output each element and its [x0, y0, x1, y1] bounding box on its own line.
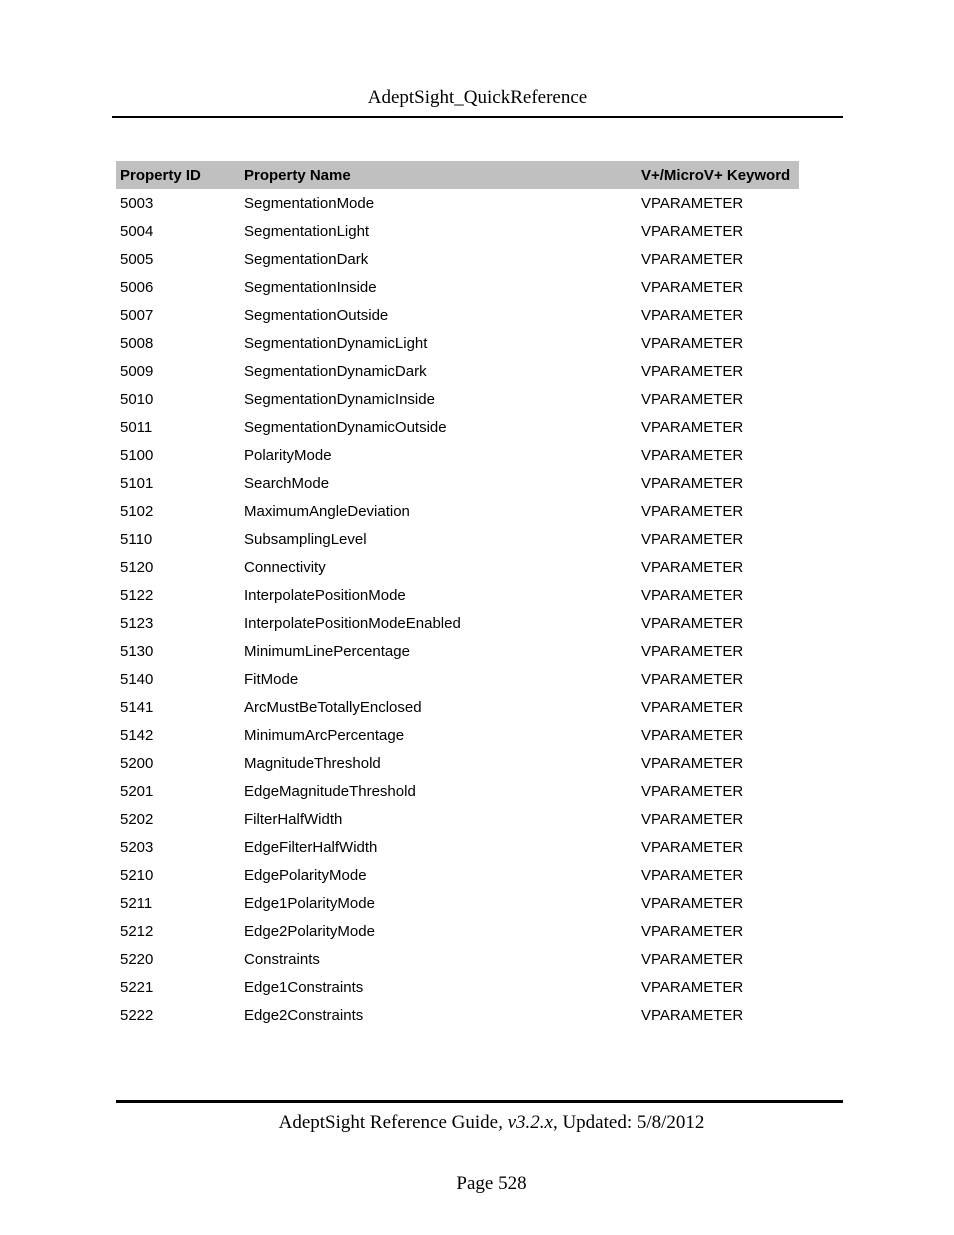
table-row: [116, 777, 799, 805]
property-id-cell: 5140: [120, 670, 154, 688]
property-name-cell: SegmentationDark: [244, 250, 369, 268]
keyword-cell: VPARAMETER: [641, 586, 744, 604]
property-name-cell: EdgePolarityMode: [244, 866, 367, 884]
footer-updated: , Updated: 5/8/2012: [552, 1112, 705, 1133]
property-id-cell: 5007: [120, 306, 154, 324]
property-name-cell: SegmentationOutside: [244, 306, 389, 324]
property-name-cell: Connectivity: [244, 558, 326, 576]
property-id-cell: 5008: [120, 334, 154, 352]
property-name-cell: Constraints: [244, 950, 320, 968]
keyword-cell: VPARAMETER: [641, 1006, 744, 1024]
keyword-cell: VPARAMETER: [641, 642, 744, 660]
property-id-cell: 5210: [120, 866, 154, 884]
keyword-cell: VPARAMETER: [641, 698, 744, 716]
keyword-cell: VPARAMETER: [641, 502, 744, 520]
keyword-cell: VPARAMETER: [641, 474, 744, 492]
property-id-cell: 5211: [120, 894, 153, 912]
property-name-cell: SearchMode: [244, 474, 330, 492]
table-row: [116, 441, 799, 469]
property-name-cell: PolarityMode: [244, 446, 332, 464]
property-id-cell: 5102: [120, 502, 154, 520]
property-id-cell: 5222: [120, 1006, 154, 1024]
property-id-cell: 5200: [120, 754, 154, 772]
keyword-cell: VPARAMETER: [641, 194, 744, 212]
keyword-cell: VPARAMETER: [641, 866, 744, 884]
table-row: [116, 833, 799, 861]
footer-version: , v3.2.x: [498, 1112, 553, 1133]
keyword-cell: VPARAMETER: [641, 838, 744, 856]
table-row: [116, 917, 799, 945]
table-row: [116, 497, 799, 525]
table-row: [116, 329, 799, 357]
property-id-cell: 5122: [120, 586, 154, 604]
property-name-cell: MinimumLinePercentage: [244, 642, 410, 660]
property-name-cell: InterpolatePositionModeEnabled: [244, 614, 461, 632]
property-name-cell: SubsamplingLevel: [244, 530, 367, 548]
table-row: [116, 609, 799, 637]
property-name-cell: SegmentationDynamicInside: [244, 390, 435, 408]
keyword-cell: VPARAMETER: [641, 726, 744, 744]
property-name-cell: Edge1PolarityMode: [244, 894, 375, 912]
property-name-cell: SegmentationDynamicOutside: [244, 418, 447, 436]
property-id-cell: 5203: [120, 838, 154, 856]
table-row: [116, 273, 799, 301]
keyword-cell: VPARAMETER: [641, 306, 744, 324]
table-row: [116, 301, 799, 329]
table-row: [116, 945, 799, 973]
keyword-cell: VPARAMETER: [641, 334, 744, 352]
property-name-cell: MinimumArcPercentage: [244, 726, 405, 744]
keyword-cell: VPARAMETER: [641, 250, 744, 268]
property-name-cell: SegmentationDynamicDark: [244, 362, 427, 380]
table-row: [116, 721, 799, 749]
column-header-keyword: V+/MicroV+ Keyword: [637, 161, 799, 189]
property-id-cell: 5221: [120, 978, 154, 996]
table-row: [116, 217, 799, 245]
keyword-cell: VPARAMETER: [641, 810, 744, 828]
table-row: [116, 189, 799, 217]
table-row: [116, 693, 799, 721]
header-rule: [112, 116, 843, 118]
page-number: Page 528: [456, 1173, 527, 1194]
table-row: [116, 749, 799, 777]
table-header-row: [116, 161, 799, 189]
table-row: [116, 245, 799, 273]
property-id-cell: 5130: [120, 642, 154, 660]
table-row: [116, 665, 799, 693]
keyword-cell: VPARAMETER: [641, 222, 744, 240]
property-id-cell: 5110: [120, 530, 153, 548]
keyword-cell: VPARAMETER: [641, 754, 744, 772]
property-id-cell: 5201: [120, 782, 154, 800]
property-name-cell: SegmentationLight: [244, 222, 370, 240]
property-name-cell: SegmentationDynamicLight: [244, 334, 428, 352]
property-id-cell: 5202: [120, 810, 154, 828]
table-row: [116, 413, 799, 441]
table-row: [116, 889, 799, 917]
property-id-cell: 5101: [120, 474, 154, 492]
table-row: [116, 805, 799, 833]
footer-guide-title: AdeptSight Reference Guide: [278, 1112, 499, 1133]
property-id-cell: 5212: [120, 922, 154, 940]
keyword-cell: VPARAMETER: [641, 530, 744, 548]
table-row: [116, 525, 799, 553]
property-id-cell: 5141: [120, 698, 154, 716]
property-id-cell: 5005: [120, 250, 154, 268]
column-header-property-id: Property ID: [116, 161, 240, 189]
property-name-cell: ArcMustBeTotallyEnclosed: [244, 698, 422, 716]
table-row: [116, 1001, 799, 1029]
table-row: [116, 357, 799, 385]
table-row: [116, 581, 799, 609]
property-name-cell: FitMode: [244, 670, 299, 688]
property-id-cell: 5003: [120, 194, 154, 212]
property-id-cell: 5123: [120, 614, 154, 632]
property-id-cell: 5010: [120, 390, 154, 408]
property-name-cell: SegmentationMode: [244, 194, 375, 212]
property-name-cell: Edge2Constraints: [244, 1006, 364, 1024]
table-row: [116, 385, 799, 413]
property-id-cell: 5004: [120, 222, 154, 240]
property-name-cell: InterpolatePositionMode: [244, 586, 406, 604]
property-name-cell: FilterHalfWidth: [244, 810, 343, 828]
keyword-cell: VPARAMETER: [641, 362, 744, 380]
table-row: [116, 973, 799, 1001]
keyword-cell: VPARAMETER: [641, 558, 744, 576]
column-header-property-name: Property Name: [240, 161, 637, 189]
property-name-cell: EdgeFilterHalfWidth: [244, 838, 378, 856]
table-row: [116, 553, 799, 581]
keyword-cell: VPARAMETER: [641, 390, 744, 408]
property-id-cell: 5009: [120, 362, 154, 380]
property-name-cell: MagnitudeThreshold: [244, 754, 381, 772]
footer-rule: [116, 1100, 843, 1103]
keyword-cell: VPARAMETER: [641, 894, 744, 912]
table-row: [116, 637, 799, 665]
property-id-cell: 5142: [120, 726, 154, 744]
page-header: AdeptSight_QuickReference: [367, 87, 588, 108]
footer-guide-line: [116, 1111, 867, 1135]
keyword-cell: VPARAMETER: [641, 418, 744, 436]
property-table: [116, 161, 799, 1029]
keyword-cell: VPARAMETER: [641, 950, 744, 968]
keyword-cell: VPARAMETER: [641, 446, 744, 464]
keyword-cell: VPARAMETER: [641, 978, 744, 996]
table-row: [116, 469, 799, 497]
property-name-cell: SegmentationInside: [244, 278, 377, 296]
property-name-cell: Edge1Constraints: [244, 978, 364, 996]
property-name-cell: MaximumAngleDeviation: [244, 502, 410, 520]
keyword-cell: VPARAMETER: [641, 922, 744, 940]
property-id-cell: 5006: [120, 278, 154, 296]
keyword-cell: VPARAMETER: [641, 670, 744, 688]
property-id-cell: 5120: [120, 558, 154, 576]
table-row: [116, 861, 799, 889]
table-body: [116, 189, 799, 1029]
keyword-cell: VPARAMETER: [641, 614, 744, 632]
keyword-cell: VPARAMETER: [641, 278, 744, 296]
property-name-cell: EdgeMagnitudeThreshold: [244, 782, 416, 800]
keyword-cell: VPARAMETER: [641, 782, 744, 800]
property-id-cell: 5100: [120, 446, 154, 464]
property-id-cell: 5011: [120, 418, 153, 436]
property-id-cell: 5220: [120, 950, 154, 968]
property-name-cell: Edge2PolarityMode: [244, 922, 375, 940]
